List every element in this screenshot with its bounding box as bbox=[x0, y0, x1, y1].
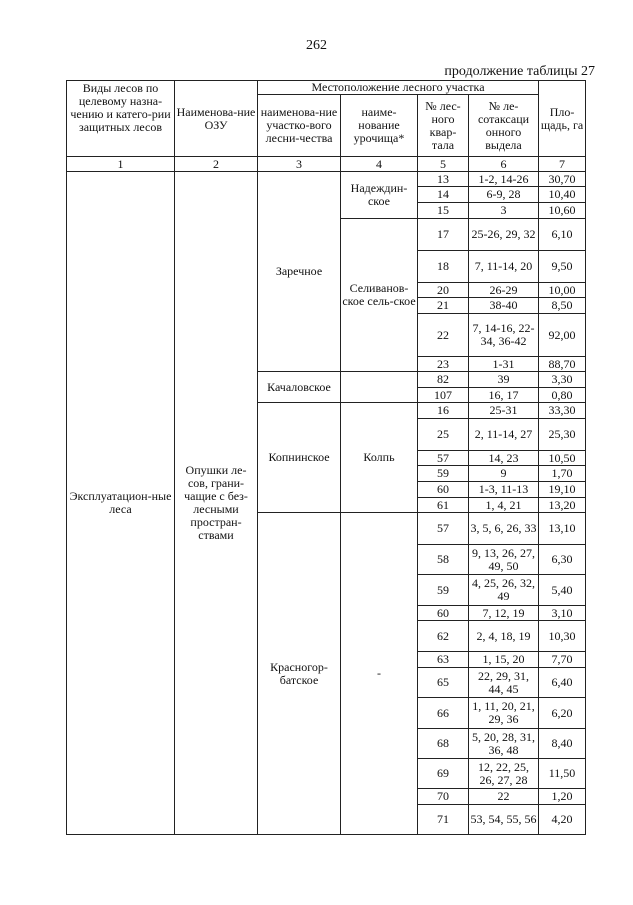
subcompartment-cell: 3, 5, 6, 26, 33 bbox=[469, 513, 539, 545]
quarter-cell: 59 bbox=[418, 575, 469, 606]
header-ozu: Наименова-ние ОЗУ bbox=[175, 81, 258, 157]
quarter-cell: 57 bbox=[418, 451, 469, 466]
quarter-cell: 23 bbox=[418, 357, 469, 372]
subcompartment-cell: 1, 4, 21 bbox=[469, 498, 539, 513]
quarter-cell: 16 bbox=[418, 403, 469, 419]
subcompartment-cell: 14, 23 bbox=[469, 451, 539, 466]
area-cell: 0,80 bbox=[539, 388, 586, 403]
column-number: 2 bbox=[175, 157, 258, 172]
quarter-cell: 17 bbox=[418, 219, 469, 251]
subcompartment-cell: 6-9, 28 bbox=[469, 187, 539, 203]
area-cell: 13,20 bbox=[539, 498, 586, 513]
area-cell: 6,30 bbox=[539, 545, 586, 575]
subcompartment-cell: 9, 13, 26, 27, 49, 50 bbox=[469, 545, 539, 575]
column-number: 1 bbox=[67, 157, 175, 172]
header-forest-type: Виды лесов по целевому назна-чению и катего-рии защитных лесов bbox=[67, 81, 175, 157]
area-cell: 13,10 bbox=[539, 513, 586, 545]
tract-empty bbox=[341, 372, 418, 403]
subcompartment-cell: 1-2, 14-26 bbox=[469, 172, 539, 187]
area-cell: 3,30 bbox=[539, 372, 586, 388]
subcompartment-cell: 12, 22, 25, 26, 27, 28 bbox=[469, 759, 539, 789]
area-cell: 3,10 bbox=[539, 606, 586, 621]
area-cell: 30,70 bbox=[539, 172, 586, 187]
header-district: наименова-ние участко-вого лесни-чества bbox=[258, 95, 341, 157]
area-cell: 92,00 bbox=[539, 314, 586, 357]
area-cell: 6,10 bbox=[539, 219, 586, 251]
subcompartment-cell: 9 bbox=[469, 466, 539, 482]
forest-table bbox=[66, 80, 586, 835]
area-cell: 8,40 bbox=[539, 729, 586, 759]
page-number: 262 bbox=[306, 38, 327, 53]
quarter-cell: 61 bbox=[418, 498, 469, 513]
district-zarechnoe: Заречное bbox=[258, 172, 341, 372]
subcompartment-cell: 2, 11-14, 27 bbox=[469, 419, 539, 451]
area-cell: 4,20 bbox=[539, 805, 586, 835]
header-tract: наиме-нование урочища* bbox=[341, 95, 418, 157]
quarter-cell: 66 bbox=[418, 698, 469, 729]
district-kachalovskoe: Качаловское bbox=[258, 372, 341, 403]
table-row bbox=[67, 172, 586, 187]
tract-selivanovskoe: Селиванов-ское сель-ское bbox=[341, 219, 418, 372]
quarter-cell: 22 bbox=[418, 314, 469, 357]
quarter-cell: 60 bbox=[418, 482, 469, 498]
tract-kolp: Колпь bbox=[341, 403, 418, 513]
column-number: 3 bbox=[258, 157, 341, 172]
column-number: 5 bbox=[418, 157, 469, 172]
area-cell: 10,30 bbox=[539, 621, 586, 652]
area-cell: 5,40 bbox=[539, 575, 586, 606]
subcompartment-cell: 25-26, 29, 32 bbox=[469, 219, 539, 251]
column-numbers-row bbox=[67, 157, 586, 172]
quarter-cell: 20 bbox=[418, 283, 469, 298]
area-cell: 10,60 bbox=[539, 203, 586, 219]
column-number: 6 bbox=[469, 157, 539, 172]
area-cell: 25,30 bbox=[539, 419, 586, 451]
quarter-cell: 107 bbox=[418, 388, 469, 403]
area-cell: 7,70 bbox=[539, 652, 586, 668]
quarter-cell: 59 bbox=[418, 466, 469, 482]
quarter-cell: 69 bbox=[418, 759, 469, 789]
header-quarter: № лес-ного квар-тала bbox=[418, 95, 469, 157]
area-cell: 10,50 bbox=[539, 451, 586, 466]
tract-dash: - bbox=[341, 513, 418, 835]
header-location-group: Местоположение лесного участка bbox=[258, 81, 539, 95]
subcompartment-cell: 22 bbox=[469, 789, 539, 805]
subcompartment-cell: 22, 29, 31, 44, 45 bbox=[469, 668, 539, 698]
subcompartment-cell: 26-29 bbox=[469, 283, 539, 298]
subcompartment-cell: 4, 25, 26, 32, 49 bbox=[469, 575, 539, 606]
quarter-cell: 57 bbox=[418, 513, 469, 545]
subcompartment-cell: 1-3, 11-13 bbox=[469, 482, 539, 498]
area-cell: 6,40 bbox=[539, 668, 586, 698]
subcompartment-cell: 38-40 bbox=[469, 298, 539, 314]
subcompartment-cell: 3 bbox=[469, 203, 539, 219]
header-area: Пло-щадь, га bbox=[539, 81, 586, 157]
area-cell: 10,00 bbox=[539, 283, 586, 298]
subcompartment-cell: 5, 20, 28, 31, 36, 48 bbox=[469, 729, 539, 759]
quarter-cell: 71 bbox=[418, 805, 469, 835]
district-krasnogorbatskoe: Красногор-батское bbox=[258, 513, 341, 835]
quarter-cell: 65 bbox=[418, 668, 469, 698]
subcompartment-cell: 7, 12, 19 bbox=[469, 606, 539, 621]
subcompartment-cell: 1, 15, 20 bbox=[469, 652, 539, 668]
quarter-cell: 58 bbox=[418, 545, 469, 575]
district-kopninskoe: Копнинское bbox=[258, 403, 341, 513]
area-cell: 6,20 bbox=[539, 698, 586, 729]
quarter-cell: 13 bbox=[418, 172, 469, 187]
subcompartment-cell: 1, 11, 20, 21, 29, 36 bbox=[469, 698, 539, 729]
subcompartment-cell: 1-31 bbox=[469, 357, 539, 372]
column-number: 4 bbox=[341, 157, 418, 172]
subcompartment-cell: 53, 54, 55, 56 bbox=[469, 805, 539, 835]
quarter-cell: 68 bbox=[418, 729, 469, 759]
subcompartment-cell: 16, 17 bbox=[469, 388, 539, 403]
quarter-cell: 62 bbox=[418, 621, 469, 652]
quarter-cell: 60 bbox=[418, 606, 469, 621]
area-cell: 1,20 bbox=[539, 789, 586, 805]
subcompartment-cell: 7, 11-14, 20 bbox=[469, 251, 539, 283]
area-cell: 88,70 bbox=[539, 357, 586, 372]
area-cell: 9,50 bbox=[539, 251, 586, 283]
header-subcompartment: № ле-сотаксаци онного выдела bbox=[469, 95, 539, 157]
subcompartment-cell: 7, 14-16, 22-34, 36-42 bbox=[469, 314, 539, 357]
area-cell: 19,10 bbox=[539, 482, 586, 498]
area-cell: 33,30 bbox=[539, 403, 586, 419]
area-cell: 1,70 bbox=[539, 466, 586, 482]
quarter-cell: 25 bbox=[418, 419, 469, 451]
area-cell: 8,50 bbox=[539, 298, 586, 314]
forest-type-cell: Эксплуатацион-ные леса bbox=[67, 172, 175, 835]
quarter-cell: 14 bbox=[418, 187, 469, 203]
subcompartment-cell: 39 bbox=[469, 372, 539, 388]
subcompartment-cell: 2, 4, 18, 19 bbox=[469, 621, 539, 652]
quarter-cell: 21 bbox=[418, 298, 469, 314]
continuation-label: продолжение таблицы 27 bbox=[444, 64, 595, 79]
quarter-cell: 82 bbox=[418, 372, 469, 388]
area-cell: 10,40 bbox=[539, 187, 586, 203]
quarter-cell: 70 bbox=[418, 789, 469, 805]
subcompartment-cell: 25-31 bbox=[469, 403, 539, 419]
tract-nadezhdinskoe: Надеждин-ское bbox=[341, 172, 418, 219]
quarter-cell: 63 bbox=[418, 652, 469, 668]
area-cell: 11,50 bbox=[539, 759, 586, 789]
quarter-cell: 15 bbox=[418, 203, 469, 219]
column-number: 7 bbox=[539, 157, 586, 172]
ozu-cell: Опушки ле-сов, грани-чащие с без-лесными простран-ствами bbox=[175, 172, 258, 835]
quarter-cell: 18 bbox=[418, 251, 469, 283]
